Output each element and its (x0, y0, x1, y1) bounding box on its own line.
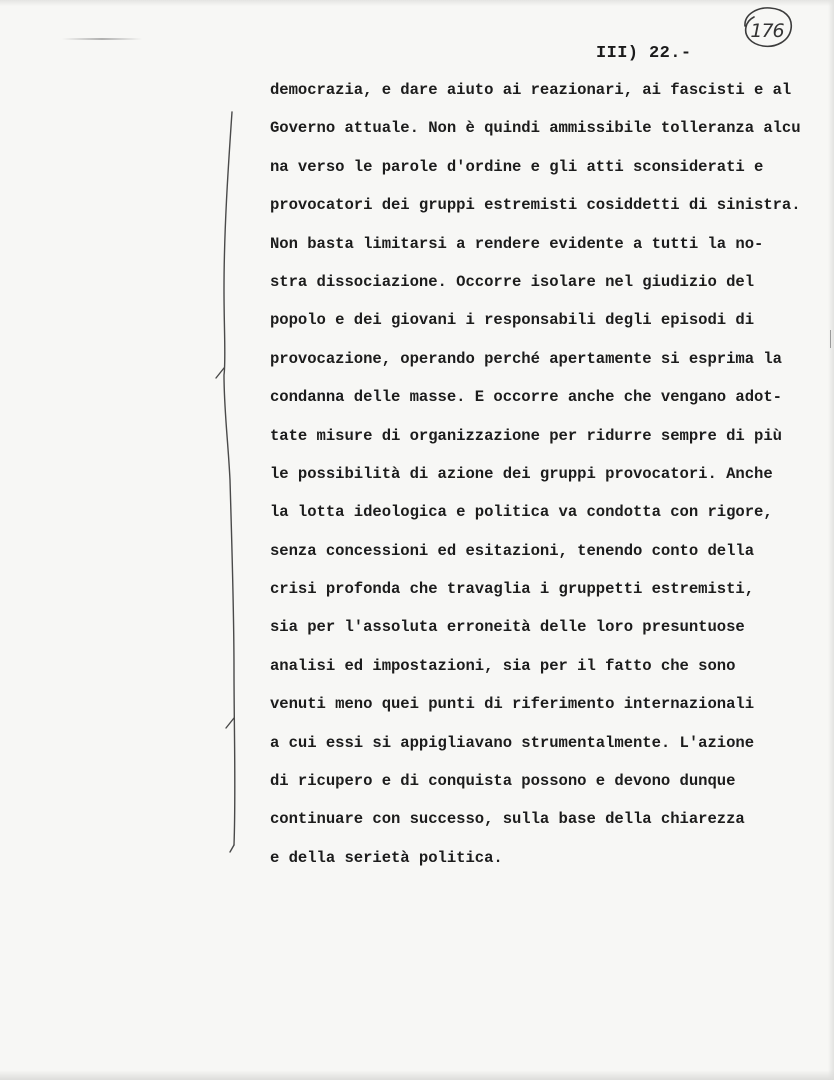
text-line: condanna delle masse. E occorre anche che vengano adot- (270, 388, 782, 407)
page-reference: III) 22.- (596, 44, 692, 63)
text-line: stra dissociazione. Occorre isolare nel giudizio del (270, 272, 755, 291)
text-line: na verso le parole d'ordine e gli atti sconsiderati e (270, 157, 764, 176)
text-line: Governo attuale. Non è quindi ammissibile tolleranza alcu (270, 119, 801, 138)
typed-body-text (270, 79, 801, 885)
text-line: le possibilità di azione dei gruppi provocatori. Anche (270, 464, 773, 483)
text-line: sia per l'assoluta erroneità delle loro presuntuose (270, 618, 745, 637)
text-line: provocazione, operando perché apertamente si esprima la (270, 349, 782, 368)
edge-tick-mark (830, 330, 831, 348)
text-line: Non basta limitarsi a rendere evidente a tutti la no- (270, 234, 764, 253)
text-line: senza concessioni ed esitazioni, tenendo conto della (270, 541, 755, 560)
text-line: crisi profonda che travaglia i gruppetti estremisti, (270, 580, 755, 599)
page-bottom-edge (0, 1070, 834, 1080)
text-line: a cui essi si appigliavano strumentalmente. L'azione (270, 733, 755, 752)
text-line: continuare con successo, sulla base della chiarezza (270, 810, 745, 829)
margin-bracket-line (210, 110, 250, 860)
text-line: tate misure di organizzazione per ridurre sempre di più (270, 426, 782, 445)
text-line: e della serietà politica. (270, 848, 503, 867)
stray-pencil-mark (62, 38, 142, 40)
handwritten-folio-number (736, 4, 798, 52)
folio-number-text: 176 (750, 20, 784, 42)
text-line: la lotta ideologica e politica va condotta con rigore, (270, 503, 773, 522)
page-top-edge (0, 0, 834, 6)
folio-circle-icon (736, 4, 798, 52)
text-line: di ricupero e di conquista possono e devono dunque (270, 772, 736, 791)
text-line: provocatori dei gruppi estremisti cosiddetti di sinistra. (270, 196, 801, 215)
margin-pencil-line-icon (210, 110, 250, 860)
text-line: analisi ed impostazioni, sia per il fatto che sono (270, 656, 736, 675)
text-line: democrazia, e dare aiuto ai reazionari, ai fascisti e al (270, 81, 792, 99)
page-right-edge (828, 0, 834, 1080)
text-line: popolo e dei giovani i responsabili degli episodi di (270, 311, 755, 330)
text-line: venuti meno quei punti di riferimento internazionali (270, 695, 755, 714)
